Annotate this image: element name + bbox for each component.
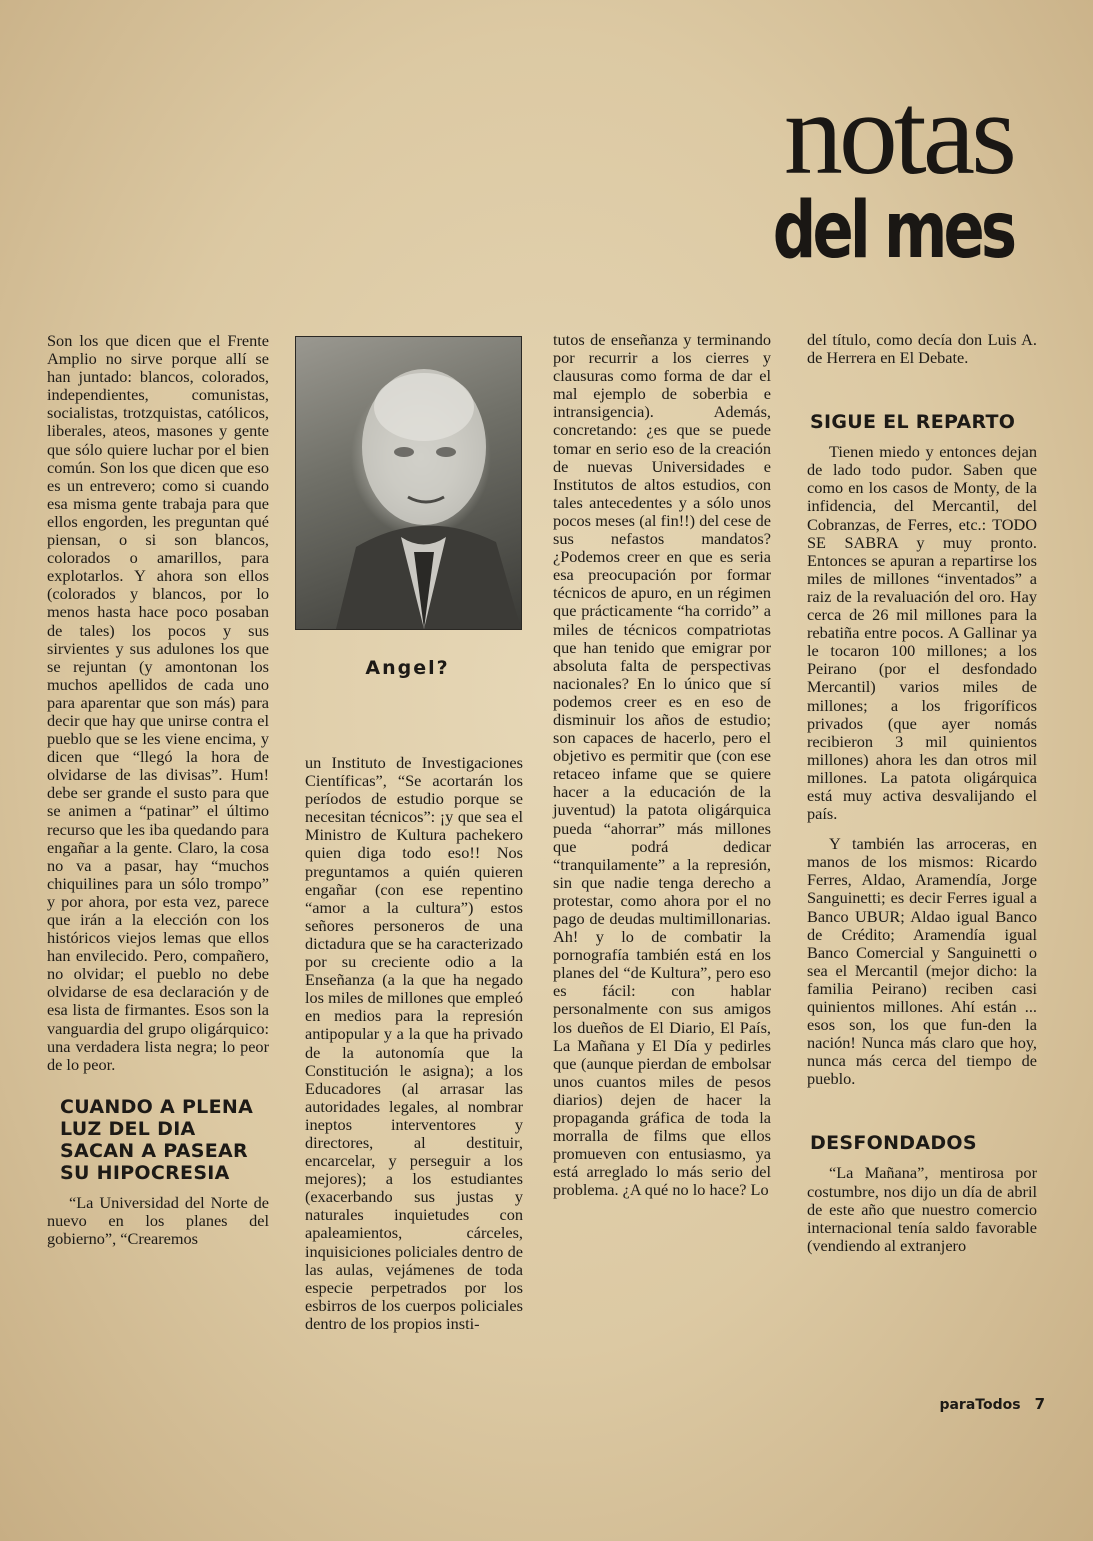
portrait-photo bbox=[295, 336, 522, 630]
paragraph: un Instituto de Investigaciones Científicas”, “Se acortarán los períodos de estudio porque se necesitan técnicos”: ¡y que sea el Ministro de Kultura pachekero quien diga todo eso!! Nos preguntamos a quién quieren engañar (con ese repentino “amor a la cultura”) estos señores personeros de una dictadura que se ha caracterizado por su creciente odio a la Enseñanza (a la que ha negado los miles de millones que empleó en medios para la represión antipopular y a la que ha privado de la autonomía que la Constitución le asigna); a los Educadores (al arrasar las autoridades legales, al nombrar ineptos interventores y directores, al destituir, encarcelar, y perseguir a los mejores); a los estudiantes (exacerbando sus justas y naturales inquietudes con apaleamientos, cárceles, inquisiciones policiales dentro de las aulas, vejámenes de toda especie perpetrados por los esbirros de los cuerpos policiales dentro de los propios insti- bbox=[305, 753, 523, 1333]
masthead bbox=[705, 68, 1013, 277]
section-heading: CUANDO A PLENA LUZ DEL DIA SACAN A PASEAR SU HIPOCRESIA bbox=[60, 1095, 254, 1184]
magazine-name: paraTodos bbox=[939, 1397, 1021, 1413]
portrait-figure bbox=[296, 337, 521, 629]
article-column-3 bbox=[553, 331, 771, 1200]
section-title: notas bbox=[783, 68, 1013, 199]
article-column-1 bbox=[47, 332, 269, 1248]
paragraph: Son los que dicen que el Frente Amplio no sirve porque allí se han juntado: blancos, colorados, independientes, comunistas, socialistas, trotzquistas, católicos, liberales, ateos, masones y gente que sólo quiere luchar por el bien común. Son los que dicen que eso es un entrevero; como si cuando esa misma gente trabaja para que ellos engorden, les preguntan qué piensan, o si son blancos, colorados o amarillos, para explotarlos. Y ahora son ellos (colorados y blancos, por lo menos hasta hace poco posaban de tales) los pocos y sus sirvientes y sus adulones los que se rejuntan (y amontonan los muchos apellidos de cada uno para aparentar que son más) para decir que hay que unirse contra el pueblo que se les viene encima, y dicen que “llegó la hora de olvidarse de las divisas”. Hum! debe ser grande el susto para que se animen a “patinar” el último recurso que les iba quedando para engañar a la gente. Claro, la cosa no va a pasar, hay “muchos chiquilines para un sólo trompo” y por ahora, por esta vez, parece que irán a la elección con los históricos viejos lemas que ellos han envilecido. Pero, compañero, no olvidar; el pueblo no debe olvidarse de esa declaración y de esa lista de firmantes. Esos son la vanguardia del grupo oligárquico: una verdadera lista negra; lo peor de lo peor. bbox=[47, 331, 269, 1074]
photo-caption: Angel? bbox=[365, 657, 450, 679]
paragraph: Y también las arroceras, en manos de los mismos: Ricardo Ferres, Aldao, Aramendía, Jorge Sanguinetti; es decir Ferres igual a Banco UBUR; Aldao igual Banco de Crédito; Aramendía igual Banco Comercial y Sanguinetti o sea el Mercantil (mejor dicho: la familia Peirano) reciben casi quinientos millones. Ahí están ... esos son, los que fun-den la nación! Nunca más claro que hoy, nunca más cerca del tiempo de pueblo. bbox=[807, 834, 1037, 1089]
paragraph: “La Universidad del Norte de nuevo en los planes del gobierno”, “Crearemos bbox=[47, 1192, 269, 1249]
page-number: 7 bbox=[1034, 1395, 1045, 1413]
article-column-2 bbox=[305, 754, 523, 1333]
article-column-4 bbox=[807, 331, 1037, 1255]
paragraph: del título, como decía don Luis A. de Herrera en El Debate. bbox=[807, 330, 1037, 368]
paragraph: “La Mañana”, mentirosa por costumbre, nos dijo un día de abril de este año que nuestro comercio internacional tenía saldo favorable (vendiendo al extranjero bbox=[807, 1163, 1037, 1255]
paragraph: tutos de enseñanza y terminando por recurrir a los cierres y clausuras como forma de dar el mal ejemplo de soberbia e intransigencia). Además, concretando: ¿es que se puede tomar en serio eso de la creación de nuevas Universidades e Institutos de altos estudios, con tales antecedentes y a sólo unos pocos meses (al fin!!) del cese de sus nefastos mandatos? ¿Podemos creer en que es seria esa preocupación por formar técnicos de apuro, en un régimen que prácticamente “ha corrido” a miles de técnicos compatriotas que han tenido que emigrar por absoluta falta de perspectivas nacionales? En lo único que sí podemos creer es en eso de disminuir los años de estudio; son capaces de hacerlo, pero el objetivo es permitir que (con ese retaceo infame que se quiere hacer a la educación de la juventud) la patota oligárquica pueda “ahorrar” más millones que podrá dedicar “tranquilamente” a la represión, sin que nadie tenga derecho a protestar, como ahora por el no pago de deudas multimillonarias. Ah! y lo de combatir la pornografía también está en los planes del “de Kultura”, pero eso es fácil: con hablar personalmente con sus amigos los dueños de El Diario, El País, La Mañana y El Día y pedirles que (aunque pierdan de embolsar unos cuantos miles de pesos diarios) dejen de hacer la propaganda gráfica de toda la morralla de films que ellos promueven con entusiasmo, ya está arreglado lo más serio del problema. ¿A qué no lo hace? Lo bbox=[553, 330, 771, 1200]
page-footer bbox=[939, 1395, 1045, 1413]
section-heading: SIGUE EL REPARTO bbox=[810, 411, 1016, 434]
section-subtitle: del mes bbox=[772, 186, 1013, 277]
section-heading: DESFONDADOS bbox=[810, 1132, 977, 1155]
paragraph: Tienen miedo y entonces dejan de lado todo pudor. Saben que como en los casos de Monty, de la infidencia, del Mercantil, del Cobranzas, de Ferres, etc.: TODO SE SABRA y muy pronto. Entonces se apuran a repartirse los miles de millones “inventados” a raiz de la revaluación del oro. Hay cerca de 26 mil millones para la rebatiña entre pocos. A Gallinar ya le tocaron 100 millones; a los Peirano (por el desfondado Mercantil) varios miles de millones; a los frigoríficos privados (que ayer nomás recibieron 3 mil quinientos millones) ahora les dan otros mil millones. La patota oligárquica está muy activa desvalijando el país. bbox=[807, 442, 1037, 824]
